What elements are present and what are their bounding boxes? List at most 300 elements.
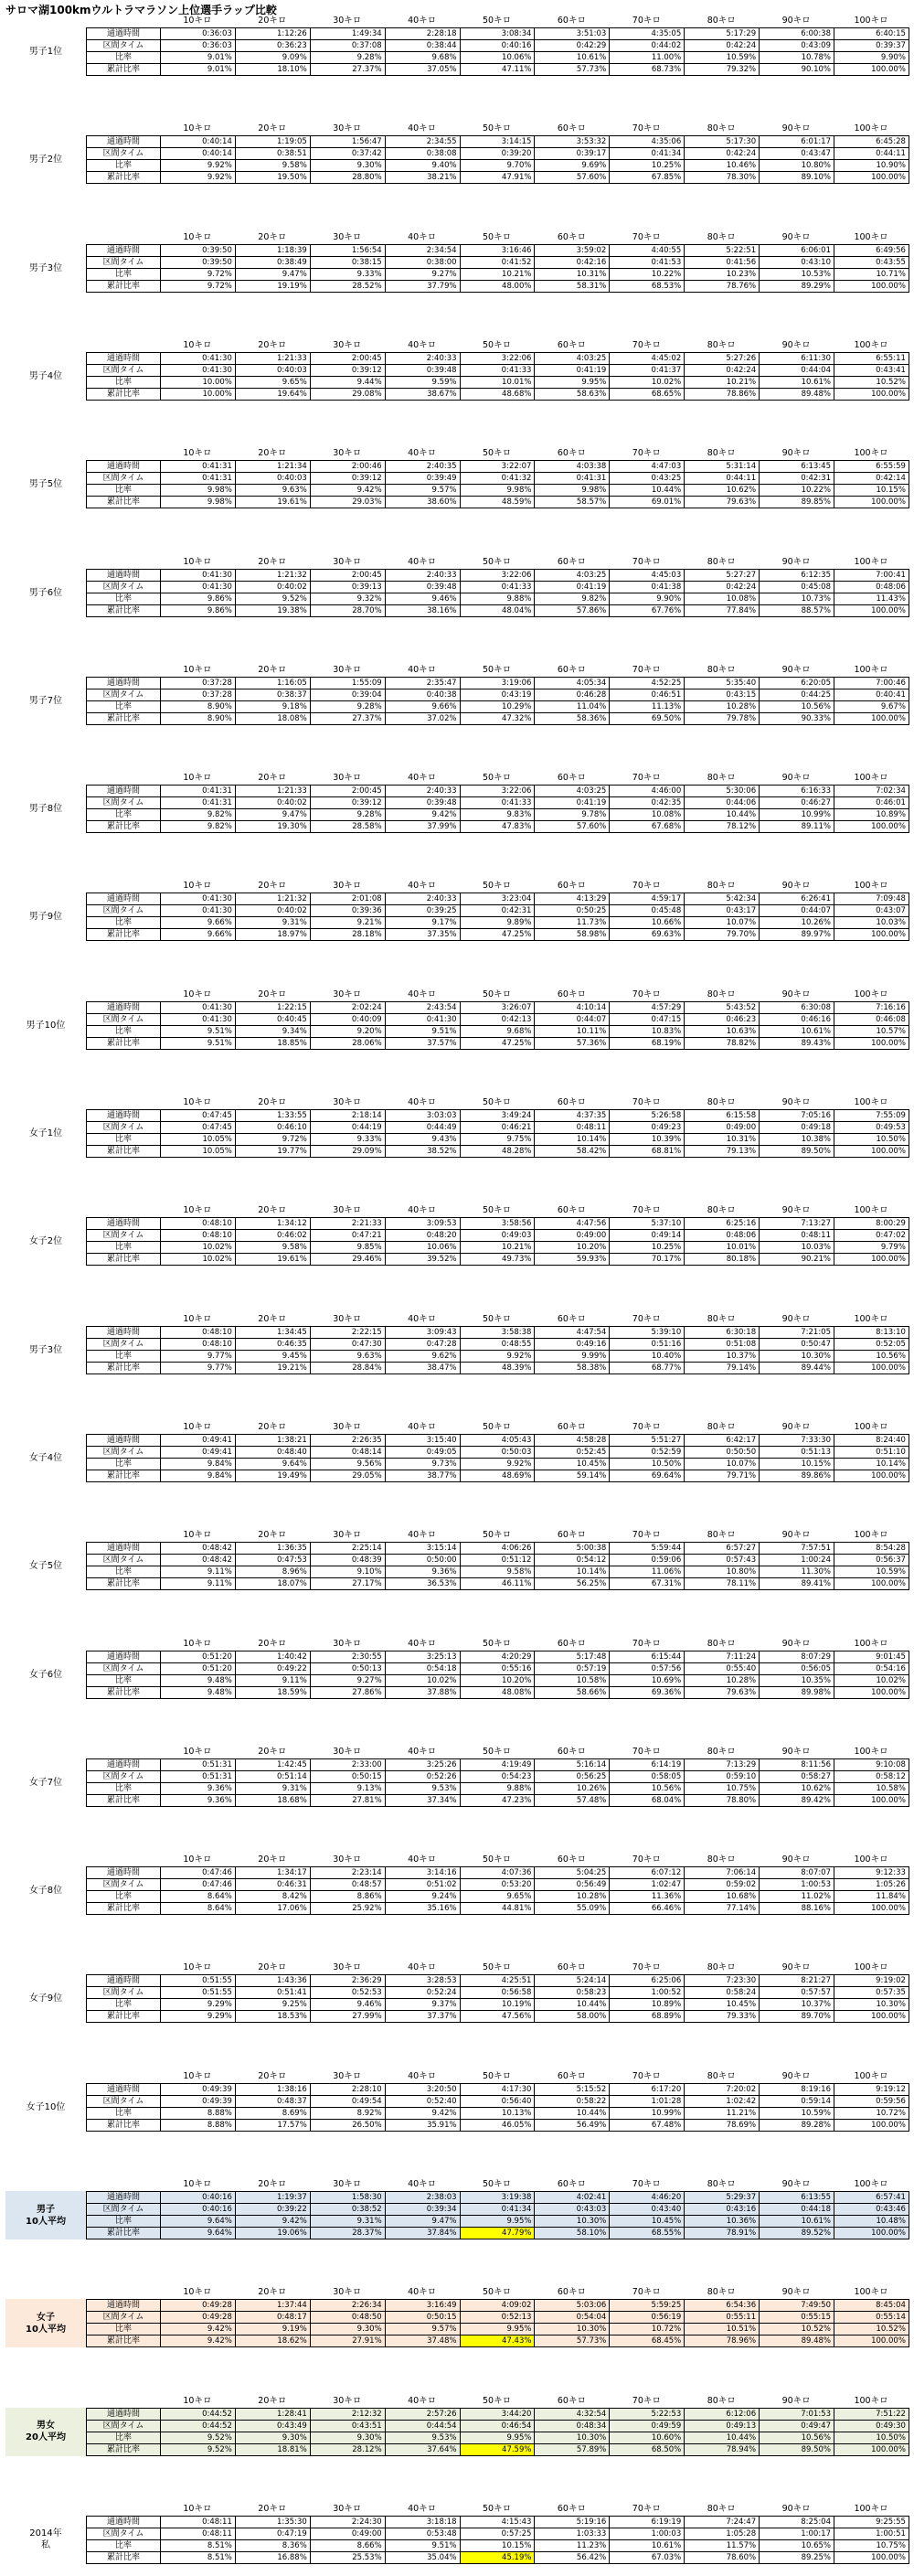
column-header bbox=[310, 1961, 385, 1974]
table-row bbox=[87, 2192, 909, 2204]
table-cell: 100.00% bbox=[834, 1363, 909, 1374]
table-cell: 5:29:37 bbox=[685, 2192, 760, 2204]
column-header bbox=[460, 664, 535, 677]
table-cell: 8.51% bbox=[161, 2540, 236, 2552]
runner-label: 女子10位 bbox=[26, 2101, 66, 2112]
table-cell: 4:10:14 bbox=[535, 1002, 610, 1014]
table-cell: 0:44:25 bbox=[760, 689, 834, 701]
table-cell: 4:58:28 bbox=[535, 1435, 610, 1447]
table-cell: 0:39:50 bbox=[161, 245, 236, 257]
table-cell: 100.00% bbox=[834, 2011, 909, 2023]
row-label: 比率 bbox=[87, 917, 161, 929]
column-header-label: 20キロ bbox=[258, 556, 287, 567]
column-header bbox=[759, 15, 834, 27]
table-cell: 10.51% bbox=[685, 2324, 760, 2336]
table-cell: 9.64% bbox=[236, 1459, 311, 1470]
row-label: 累計比率 bbox=[87, 281, 161, 293]
table-row bbox=[87, 1651, 909, 1663]
table-cell: 0:41:30 bbox=[161, 353, 236, 365]
table-row bbox=[87, 1687, 909, 1699]
table-cell: 89.42% bbox=[760, 1795, 834, 1807]
table-cell: 37.84% bbox=[386, 2228, 461, 2239]
table-cell: 9.47% bbox=[236, 809, 311, 821]
table-cell: 0:43:15 bbox=[685, 689, 760, 701]
table-cell: 9.33% bbox=[311, 1134, 386, 1146]
table-cell: 4:32:54 bbox=[535, 2409, 610, 2421]
column-header bbox=[834, 556, 909, 569]
column-header-label: 70キロ bbox=[632, 1205, 661, 1216]
table-cell: 0:47:21 bbox=[311, 1230, 386, 1242]
table-cell: 48.00% bbox=[461, 281, 536, 293]
row-label: 累計比率 bbox=[87, 2444, 161, 2456]
table-cell: 9.47% bbox=[236, 269, 311, 281]
table-cell: 88.16% bbox=[760, 1903, 834, 1915]
table-cell: 0:40:38 bbox=[386, 689, 461, 701]
row-label: 比率 bbox=[87, 1675, 161, 1687]
table-cell: 0:48:20 bbox=[386, 1230, 461, 1242]
table-cell: 10.59% bbox=[685, 52, 760, 64]
table-cell: 9.83% bbox=[461, 809, 536, 821]
table-cell: 0:49:13 bbox=[685, 2421, 760, 2432]
column-header bbox=[310, 1313, 385, 1326]
column-header bbox=[759, 231, 834, 244]
table-cell: 1:05:28 bbox=[685, 2528, 760, 2540]
table-cell: 10.80% bbox=[760, 160, 834, 172]
table-cell: 89.98% bbox=[760, 1687, 834, 1699]
row-label: 区間タイム bbox=[87, 2204, 161, 2216]
column-header bbox=[834, 2286, 909, 2299]
table-cell: 9.86% bbox=[161, 605, 236, 617]
table-cell: 68.50% bbox=[610, 2444, 685, 2456]
table-cell: 46.11% bbox=[461, 1578, 536, 1590]
table-cell: 4:35:06 bbox=[610, 136, 685, 148]
column-header-label: 100キロ bbox=[854, 2179, 888, 2189]
row-label: 通過時間 bbox=[87, 353, 161, 365]
table-cell: 100.00% bbox=[834, 605, 909, 617]
table-cell: 0:43:16 bbox=[685, 2204, 760, 2216]
table-cell: 10.72% bbox=[610, 2324, 685, 2336]
table-cell: 8.88% bbox=[161, 2108, 236, 2120]
table-cell: 10.99% bbox=[760, 809, 834, 821]
column-header bbox=[535, 231, 610, 244]
table-cell: 9.36% bbox=[161, 1795, 236, 1807]
column-header-label: 100キロ bbox=[854, 556, 888, 567]
column-header-label: 10キロ bbox=[183, 1313, 212, 1324]
row-label: 通過時間 bbox=[87, 1435, 161, 1447]
table-cell: 58.38% bbox=[535, 1363, 610, 1374]
column-header bbox=[834, 1746, 909, 1758]
table-cell: 3:26:07 bbox=[461, 1002, 536, 1014]
row-label: 区間タイム bbox=[87, 689, 161, 701]
column-header bbox=[460, 1638, 535, 1651]
table-cell: 4:07:36 bbox=[461, 1867, 536, 1879]
table-cell: 10.69% bbox=[610, 1675, 685, 1687]
column-header bbox=[235, 447, 310, 460]
table-cell: 10.05% bbox=[161, 1146, 236, 1158]
column-header bbox=[235, 15, 310, 27]
table-cell: 1:35:30 bbox=[236, 2517, 311, 2528]
column-header-label: 40キロ bbox=[408, 2179, 437, 2189]
table-cell: 10.75% bbox=[685, 1783, 760, 1795]
table-cell: 78.60% bbox=[685, 2552, 760, 2564]
column-header bbox=[609, 556, 684, 569]
table-cell: 9.65% bbox=[236, 377, 311, 389]
table-cell: 4:17:30 bbox=[461, 2084, 536, 2096]
table-cell: 0:41:19 bbox=[535, 582, 610, 593]
table-row bbox=[87, 1975, 909, 1987]
column-header bbox=[609, 1313, 684, 1326]
table-cell: 10.26% bbox=[760, 917, 834, 929]
table-cell: 66.46% bbox=[610, 1903, 685, 1915]
table-cell: 0:42:24 bbox=[685, 365, 760, 377]
table-cell: 9.51% bbox=[161, 1038, 236, 1050]
column-header bbox=[684, 1638, 759, 1651]
table-cell: 2:40:35 bbox=[386, 461, 461, 473]
column-header-label: 90キロ bbox=[781, 1855, 811, 1865]
column-header bbox=[310, 2286, 385, 2299]
lap-grid bbox=[86, 1651, 909, 1699]
table-cell: 10.71% bbox=[834, 269, 909, 281]
column-header-label: 30キロ bbox=[333, 2287, 362, 2298]
table-cell: 1:34:17 bbox=[236, 1867, 311, 1879]
table-cell: 77.84% bbox=[685, 605, 760, 617]
table-cell: 0:49:59 bbox=[610, 2421, 685, 2432]
table-cell: 9.13% bbox=[311, 1783, 386, 1795]
table-cell: 9.21% bbox=[311, 917, 386, 929]
table-cell: 28.12% bbox=[311, 2444, 386, 2456]
table-cell: 10.45% bbox=[610, 2216, 685, 2228]
column-header-label: 80キロ bbox=[707, 1205, 736, 1216]
table-cell: 100.00% bbox=[834, 713, 909, 725]
column-header-label: 30キロ bbox=[333, 2395, 362, 2406]
column-header bbox=[535, 989, 610, 1001]
column-header bbox=[834, 123, 909, 135]
table-cell: 1:42:45 bbox=[236, 1759, 311, 1771]
table-cell: 1:16:05 bbox=[236, 678, 311, 689]
table-cell: 9.28% bbox=[311, 809, 386, 821]
table-cell: 9.92% bbox=[461, 1459, 536, 1470]
table-cell: 4:40:55 bbox=[610, 245, 685, 257]
table-cell: 0:42:16 bbox=[535, 257, 610, 269]
table-cell: 9.01% bbox=[161, 64, 236, 76]
table-cell: 8:54:28 bbox=[834, 1543, 909, 1555]
table-row bbox=[87, 1038, 909, 1050]
table-cell: 0:43:46 bbox=[834, 2204, 909, 2216]
table-cell: 0:41:34 bbox=[461, 2204, 536, 2216]
column-header bbox=[160, 772, 235, 785]
table-cell: 100.00% bbox=[834, 172, 909, 184]
table-cell: 10.52% bbox=[834, 2324, 909, 2336]
column-header bbox=[609, 880, 684, 893]
table-cell: 0:41:30 bbox=[161, 1002, 236, 1014]
table-cell: 89.97% bbox=[760, 929, 834, 941]
row-label: 区間タイム bbox=[87, 473, 161, 485]
column-header bbox=[759, 1421, 834, 1434]
table-cell: 10.14% bbox=[535, 1566, 610, 1578]
table-cell: 9.65% bbox=[461, 1891, 536, 1903]
column-header-label: 70キロ bbox=[632, 448, 661, 459]
column-header-label: 40キロ bbox=[408, 123, 437, 134]
table-cell: 0:42:14 bbox=[834, 473, 909, 485]
column-header bbox=[160, 989, 235, 1001]
table-cell: 0:41:56 bbox=[685, 257, 760, 269]
table-cell: 28.70% bbox=[311, 605, 386, 617]
row-label: 比率 bbox=[87, 269, 161, 281]
table-row bbox=[87, 1999, 909, 2011]
table-cell: 78.30% bbox=[685, 172, 760, 184]
table-cell: 18.10% bbox=[236, 64, 311, 76]
column-header bbox=[609, 1096, 684, 1109]
column-header-label: 80キロ bbox=[707, 1313, 736, 1324]
table-cell: 89.70% bbox=[760, 2011, 834, 2023]
table-cell: 3:25:26 bbox=[386, 1759, 461, 1771]
column-header bbox=[310, 1421, 385, 1434]
column-header bbox=[460, 339, 535, 352]
column-header-label: 10キロ bbox=[183, 1097, 212, 1107]
table-row bbox=[87, 2096, 909, 2108]
table-cell: 19.38% bbox=[236, 605, 311, 617]
table-cell: 44.81% bbox=[461, 1903, 536, 1915]
table-cell: 19.50% bbox=[236, 172, 311, 184]
table-row bbox=[87, 1218, 909, 1230]
table-row bbox=[87, 701, 909, 713]
column-header-label: 60キロ bbox=[557, 773, 586, 784]
column-header-label: 10キロ bbox=[183, 1421, 212, 1432]
table-cell: 0:43:25 bbox=[610, 473, 685, 485]
column-header-label: 10キロ bbox=[183, 16, 212, 26]
table-cell: 56.42% bbox=[535, 2552, 610, 2564]
lap-table-block bbox=[5, 123, 909, 196]
table-cell: 8.42% bbox=[236, 1891, 311, 1903]
column-header bbox=[535, 123, 610, 135]
table-cell: 10.15% bbox=[834, 485, 909, 497]
column-header-label: 80キロ bbox=[707, 664, 736, 675]
table-cell: 18.53% bbox=[236, 2011, 311, 2023]
table-cell: 3:14:15 bbox=[461, 136, 536, 148]
table-cell: 3:25:13 bbox=[386, 1651, 461, 1663]
column-header bbox=[834, 2178, 909, 2191]
column-header-label: 70キロ bbox=[632, 1638, 661, 1649]
column-header bbox=[759, 2395, 834, 2408]
table-cell: 5:26:58 bbox=[610, 1110, 685, 1122]
column-header-label: 80キロ bbox=[707, 1097, 736, 1107]
table-cell: 0:50:00 bbox=[386, 1555, 461, 1566]
table-cell: 68.45% bbox=[610, 2336, 685, 2347]
table-cell: 10.75% bbox=[834, 2540, 909, 2552]
table-cell: 9.63% bbox=[236, 485, 311, 497]
table-cell: 10.28% bbox=[685, 701, 760, 713]
column-header-label: 90キロ bbox=[781, 231, 811, 242]
column-header-label: 60キロ bbox=[557, 1746, 586, 1757]
table-cell: 78.69% bbox=[685, 2120, 760, 2132]
column-header-label: 20キロ bbox=[258, 1421, 287, 1432]
table-cell: 9.28% bbox=[311, 52, 386, 64]
column-header bbox=[609, 447, 684, 460]
row-label: 区間タイム bbox=[87, 1122, 161, 1134]
table-cell: 47.43% bbox=[461, 2336, 536, 2347]
column-header-label: 80キロ bbox=[707, 339, 736, 350]
column-header bbox=[609, 1746, 684, 1758]
column-header-label: 100キロ bbox=[854, 1962, 888, 1973]
table-cell: 0:41:30 bbox=[161, 365, 236, 377]
table-cell: 0:36:03 bbox=[161, 40, 236, 52]
table-cell: 0:55:15 bbox=[760, 2312, 834, 2324]
table-cell: 0:42:24 bbox=[685, 40, 760, 52]
table-row bbox=[87, 2084, 909, 2096]
column-header-label: 50キロ bbox=[482, 1421, 512, 1432]
table-cell: 9.86% bbox=[161, 593, 236, 605]
table-cell: 0:47:45 bbox=[161, 1110, 236, 1122]
table-cell: 10.01% bbox=[685, 1242, 760, 1254]
table-cell: 57.89% bbox=[535, 2444, 610, 2456]
row-label: 累計比率 bbox=[87, 713, 161, 725]
column-header bbox=[609, 2503, 684, 2516]
table-cell: 8:24:40 bbox=[834, 1435, 909, 1447]
table-cell: 10.30% bbox=[535, 2324, 610, 2336]
column-header bbox=[759, 880, 834, 893]
table-cell: 6:01:17 bbox=[760, 136, 834, 148]
table-cell: 9.58% bbox=[236, 1242, 311, 1254]
table-row bbox=[87, 1146, 909, 1158]
table-cell: 9.62% bbox=[386, 1351, 461, 1363]
column-header-label: 30キロ bbox=[333, 339, 362, 350]
table-cell: 0:52:26 bbox=[386, 1771, 461, 1783]
table-cell: 19.61% bbox=[236, 1254, 311, 1266]
table-cell: 0:49:00 bbox=[685, 1122, 760, 1134]
runner-label: 男子10位 bbox=[26, 1020, 66, 1031]
table-cell: 1:21:33 bbox=[236, 353, 311, 365]
table-cell: 0:52:45 bbox=[535, 1447, 610, 1459]
row-label: 比率 bbox=[87, 809, 161, 821]
table-cell: 10.62% bbox=[685, 485, 760, 497]
table-cell: 0:47:30 bbox=[311, 1339, 386, 1351]
column-header bbox=[160, 1854, 235, 1866]
column-header-label: 100キロ bbox=[854, 2070, 888, 2081]
table-cell: 0:37:42 bbox=[311, 148, 386, 160]
column-header-label: 100キロ bbox=[854, 2287, 888, 2298]
column-header-label: 30キロ bbox=[333, 1638, 362, 1649]
table-cell: 9.48% bbox=[161, 1675, 236, 1687]
table-cell: 1:00:24 bbox=[760, 1555, 834, 1566]
table-cell: 38.60% bbox=[386, 497, 461, 508]
table-cell: 3:49:24 bbox=[461, 1110, 536, 1122]
table-cell: 28.58% bbox=[311, 821, 386, 833]
table-cell: 10.35% bbox=[760, 1675, 834, 1687]
table-cell: 9.42% bbox=[311, 485, 386, 497]
table-cell: 35.16% bbox=[386, 1903, 461, 1915]
table-cell: 29.05% bbox=[311, 1470, 386, 1482]
table-cell: 89.41% bbox=[760, 1578, 834, 1590]
table-cell: 47.32% bbox=[461, 713, 536, 725]
table-cell: 10.20% bbox=[461, 1675, 536, 1687]
table-cell: 9.42% bbox=[386, 809, 461, 821]
column-header-label: 90キロ bbox=[781, 2287, 811, 2298]
table-row bbox=[87, 1903, 909, 1915]
table-cell: 9.82% bbox=[161, 821, 236, 833]
table-cell: 0:49:05 bbox=[386, 1447, 461, 1459]
table-cell: 5:31:14 bbox=[685, 461, 760, 473]
table-cell: 67.31% bbox=[610, 1578, 685, 1590]
table-cell: 79.32% bbox=[685, 64, 760, 76]
table-row bbox=[87, 1026, 909, 1038]
table-row bbox=[87, 1110, 909, 1122]
table-row bbox=[87, 2528, 909, 2540]
column-header bbox=[460, 880, 535, 893]
column-header-label: 50キロ bbox=[482, 2287, 512, 2298]
table-cell: 10.06% bbox=[461, 52, 536, 64]
column-header bbox=[535, 556, 610, 569]
table-cell: 9.42% bbox=[236, 2216, 311, 2228]
table-cell: 10.56% bbox=[834, 1351, 909, 1363]
column-header bbox=[834, 1096, 909, 1109]
row-label: 通過時間 bbox=[87, 570, 161, 582]
column-header bbox=[385, 1096, 460, 1109]
column-header-label: 40キロ bbox=[408, 773, 437, 784]
table-cell: 0:44:11 bbox=[685, 473, 760, 485]
table-cell: 1:21:34 bbox=[236, 461, 311, 473]
column-header-label: 30キロ bbox=[333, 1097, 362, 1107]
table-cell: 27.17% bbox=[311, 1578, 386, 1590]
table-cell: 0:46:10 bbox=[236, 1122, 311, 1134]
table-cell: 0:51:02 bbox=[386, 1879, 461, 1891]
table-cell: 10.22% bbox=[760, 485, 834, 497]
table-cell: 10.08% bbox=[685, 593, 760, 605]
column-header bbox=[834, 1854, 909, 1866]
table-row bbox=[87, 52, 909, 64]
table-row bbox=[87, 257, 909, 269]
table-cell: 9.34% bbox=[236, 1026, 311, 1038]
table-row bbox=[87, 148, 909, 160]
row-label: 累計比率 bbox=[87, 605, 161, 617]
table-cell: 0:42:24 bbox=[685, 582, 760, 593]
table-cell: 0:46:02 bbox=[236, 1230, 311, 1242]
table-cell: 7:21:05 bbox=[760, 1327, 834, 1339]
table-cell: 6:15:58 bbox=[685, 1110, 760, 1122]
table-cell: 9.85% bbox=[311, 1242, 386, 1254]
table-cell: 2:38:03 bbox=[386, 2192, 461, 2204]
table-cell: 0:44:49 bbox=[386, 1122, 461, 1134]
column-header-label: 10キロ bbox=[183, 2395, 212, 2406]
table-cell: 5:04:25 bbox=[535, 1867, 610, 1879]
table-cell: 6:26:41 bbox=[760, 893, 834, 905]
table-cell: 10.61% bbox=[610, 2540, 685, 2552]
table-cell: 5:59:25 bbox=[610, 2300, 685, 2312]
table-cell: 0:48:14 bbox=[311, 1447, 386, 1459]
table-cell: 4:47:54 bbox=[535, 1327, 610, 1339]
table-cell: 3:44:20 bbox=[461, 2409, 536, 2421]
table-row bbox=[87, 593, 909, 605]
table-cell: 10.25% bbox=[610, 160, 685, 172]
table-cell: 4:46:00 bbox=[610, 786, 685, 797]
table-row bbox=[87, 1891, 909, 1903]
column-header-label: 20キロ bbox=[258, 664, 287, 675]
column-header-label: 20キロ bbox=[258, 339, 287, 350]
table-cell: 0:44:06 bbox=[685, 797, 760, 809]
table-cell: 0:39:12 bbox=[311, 473, 386, 485]
column-header-label: 90キロ bbox=[781, 556, 811, 567]
column-header-label: 60キロ bbox=[557, 1530, 586, 1541]
column-header-label: 50キロ bbox=[482, 664, 512, 675]
table-cell: 0:41:32 bbox=[461, 473, 536, 485]
column-header-label: 90キロ bbox=[781, 16, 811, 26]
row-label: 比率 bbox=[87, 2216, 161, 2228]
table-cell: 0:44:04 bbox=[760, 365, 834, 377]
table-cell: 0:48:55 bbox=[461, 1339, 536, 1351]
column-header bbox=[535, 1421, 610, 1434]
table-row bbox=[87, 1555, 909, 1566]
column-header-label: 70キロ bbox=[632, 556, 661, 567]
column-header-label: 50キロ bbox=[482, 989, 512, 999]
